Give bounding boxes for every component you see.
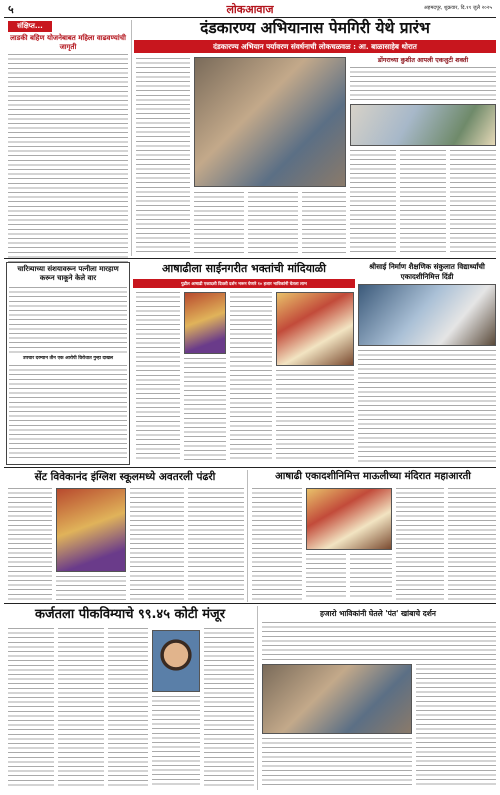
center-body-col3: [230, 292, 272, 462]
temple-headline: आषाढी एकादशीनिमित्त माऊलीच्या मंदिरात महाआरती: [275, 471, 471, 482]
section-rule-3: [4, 603, 496, 604]
center-subheadline: पुढील आषाढी एकादशी दिवशी दर्शन भरून घेणारे १० हजार भाविकांनी घेतला लाभ: [133, 279, 355, 288]
temple-body-col3: [350, 554, 392, 600]
brief-headline: लाडकी बहिण योजनेबाबत महिला वाढवण्यांची जागृती: [10, 34, 126, 51]
center-headline: आषाढीला साईनगरीत भक्तांची मांदियाळी: [161, 262, 327, 275]
lead-body-col2: [194, 192, 244, 254]
cropinsurance-col1: [8, 628, 54, 788]
pilgrims-photo: [262, 664, 412, 734]
column-divider: [131, 20, 132, 256]
crime-body-2: [9, 365, 127, 461]
lead-side-headline: डोंगराच्या कुशीत आपली एकजुटी शक्ती: [377, 57, 469, 64]
pilgrims-body-top: [262, 622, 496, 660]
right-body: [358, 350, 496, 462]
crime-subhead: उपचार दरम्यान तीन एक आरोपी विरोधात गुन्हा दाखल: [22, 356, 114, 361]
center-body-col2: [184, 358, 226, 462]
lead-body-col1: [136, 58, 190, 254]
brief-tag: संक्षिप्त...: [8, 21, 52, 32]
dateline: अहमदपूर, शुक्रवार, दि.११ जुलै २०२५: [423, 5, 492, 11]
pilgrims-body-bottom: [262, 738, 412, 788]
temple-body-col1: [252, 488, 302, 600]
center-photo-2: [276, 292, 354, 366]
right-headline: श्रीसाई निर्माण शैक्षणिक संकुलात विद्यार्थ्यांची एकादशीनिमित्त दिंडी: [369, 262, 485, 281]
section-rule-2: [4, 467, 496, 468]
crime-headline: चारित्र्याच्या संशयावरून पत्नीला मारहाण करून चाकूने केले वार: [17, 265, 119, 282]
lead-side-col2: [400, 150, 446, 254]
pilgrims-body-side: [416, 664, 496, 788]
school-body-col2: [130, 488, 184, 600]
temple-photo: [306, 488, 392, 550]
cropinsurance-headline: कर्जतला पीकविम्याचे ९९.४५ कोटी मंजूर: [34, 607, 226, 622]
cropinsurance-col2: [58, 628, 104, 788]
cropinsurance-col4: [152, 696, 200, 788]
temple-body-col5: [448, 488, 496, 600]
masthead-rule: [4, 17, 496, 18]
temple-body-col2: [306, 554, 346, 600]
crime-body: [9, 287, 127, 353]
page-number: ५: [8, 3, 14, 16]
lead-side-photo: [350, 104, 496, 146]
column-divider-2: [247, 470, 248, 602]
center-body-col4: [276, 370, 354, 462]
center-photo-1: [184, 292, 226, 354]
brief-body: [8, 54, 128, 264]
school-body-col3: [188, 488, 244, 600]
school-body-col1: [8, 488, 52, 600]
lead-subheadline: दंडकारण्य अभियान पर्यावरण संवर्धनाची लोकचळवळ : आ. बाळासाहेब थोरात: [134, 40, 496, 53]
lead-headline: दंडकारण्य अभियानास पेमगिरी येथे प्रारंभ: [200, 19, 430, 37]
lead-side-body: [350, 67, 496, 101]
masthead-logo: लोकआवाज: [226, 3, 274, 16]
portrait-photo: [152, 630, 200, 692]
lead-body-col3: [248, 192, 298, 254]
lead-photo: [194, 57, 346, 187]
center-body-col1: [136, 292, 180, 462]
section-rule-1: [4, 258, 496, 259]
school-headline: सेंट विवेकानंद इंग्लिश स्कूलमध्ये अवतरली पंढरी: [34, 471, 216, 483]
pilgrims-headline: हजारो भाविकांनी घेतले 'पंत' खांबाचे दर्शन: [320, 609, 436, 618]
lead-body-col4: [302, 192, 346, 254]
cropinsurance-col3: [108, 628, 148, 788]
school-photo: [56, 488, 126, 572]
lead-side-col1: [350, 150, 396, 254]
school-body-col4: [56, 576, 126, 600]
column-divider-3: [257, 606, 258, 790]
lead-side-col3: [450, 150, 496, 254]
cropinsurance-col5: [204, 628, 254, 788]
temple-body-col4: [396, 488, 444, 600]
right-photo: [358, 284, 496, 346]
